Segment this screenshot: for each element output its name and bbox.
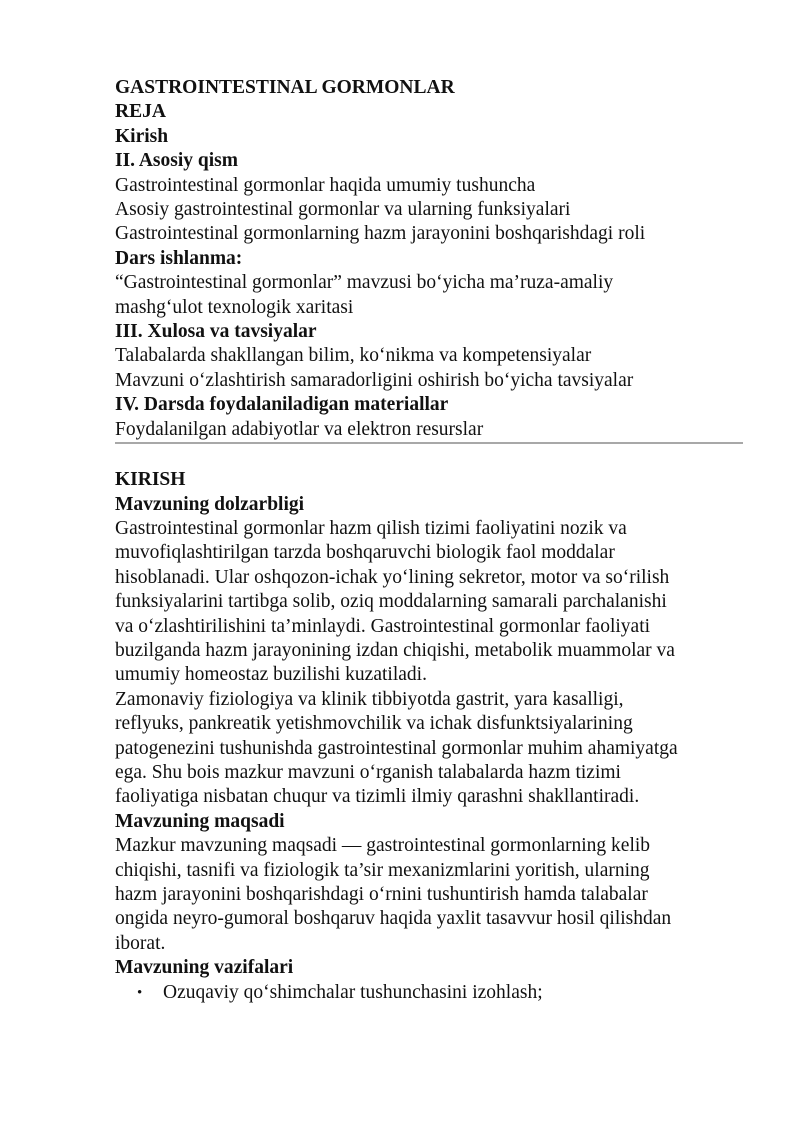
paragraph-line: patogenezini tushunishda gastrointestinal gormonlar muhim ahamiyatga	[115, 737, 678, 759]
relevance-paragraph-1	[115, 517, 743, 688]
plan-lesson-design-text: mashg‘ulot texnologik xaritasi	[115, 296, 354, 318]
goal-title: Mavzuning maqsadi	[115, 810, 285, 832]
plan-heading: REJA	[115, 101, 166, 123]
paragraph-line: Zamonaviy fiziologiya va klinik tibbiyotda gastrit, yara kasalligi,	[115, 688, 624, 710]
paragraph-line: iborat.	[115, 932, 166, 954]
paragraph-line: va o‘zlashtirilishini ta’minlaydi. Gastrointestinal gormonlar faoliyati	[115, 615, 651, 637]
list-item-text: Ozuqaviy qo‘shimchalar tushunchasini izohlash;	[163, 981, 543, 1003]
tasks-list	[115, 981, 743, 1005]
paragraph-line: hazm jarayonini boshqarishdagi o‘rnini tushuntirish hamda talabalar	[115, 884, 648, 905]
paragraph-line: funksiyalarini tartibga solib, oziq moddalarning samarali parchalanishi	[115, 591, 667, 613]
plan-item-introduction: Kirish	[115, 125, 169, 147]
plan-section-conclusion-title: III. Xulosa va tavsiyalar	[115, 321, 317, 343]
bullet-icon: •	[137, 984, 143, 1001]
plan-lesson-design-text: “Gastrointestinal gormonlar” mavzusi bo‘yicha ma’ruza-amaliy	[115, 272, 614, 294]
goal-paragraph	[115, 834, 743, 956]
paragraph-line: hisoblanadi. Ular oshqozon-ichak yo‘lining sekretor, motor va so‘rilish	[115, 566, 670, 588]
plan-section-main-item: Gastrointestinal gormonlar haqida umumiy tushuncha	[115, 174, 536, 196]
document-page	[115, 76, 743, 1005]
plan-lesson-design-title: Dars ishlanma:	[115, 247, 243, 269]
paragraph-line: muvofiqlashtirilgan tarzda boshqaruvchi biologik faol moddalar	[115, 542, 615, 564]
tasks-title: Mavzuning vazifalari	[115, 957, 294, 979]
plan-section-main-item: Gastrointestinal gormonlarning hazm jarayonini boshqarishdagi roli	[115, 223, 646, 245]
paragraph-line: Gastrointestinal gormonlar hazm qilish tizimi faoliyatini nozik va	[115, 517, 627, 539]
document-title: GASTROINTESTINAL GORMONLAR	[115, 77, 455, 98]
paragraph-line: umumiy homeostaz buzilishi kuzatiladi.	[115, 664, 427, 686]
list-item	[115, 981, 743, 1005]
plan-section-materials-item: Foydalanilgan adabiyotlar va elektron resurslar	[115, 418, 484, 440]
paragraph-line: Mazkur mavzuning maqsadi — gastrointestinal gormonlarning kelib	[115, 835, 651, 857]
paragraph-line: chiqishi, tasnifi va fiziologik ta’sir mexanizmlarini yoritish, ularning	[115, 859, 650, 881]
paragraph-line: ongida neyro-gumoral boshqaruv haqida yaxlit tasavvur hosil qilishdan	[115, 908, 672, 930]
plan-section-materials-title: IV. Darsda foydalaniladigan materiallar	[115, 394, 449, 416]
plan-section-conclusion-item: Mavzuni o‘zlashtirish samaradorligini oshirish bo‘yicha tavsiyalar	[115, 369, 634, 391]
paragraph-line: buzilganda hazm jarayonining izdan chiqishi, metabolik muammolar va	[115, 639, 675, 661]
paragraph-line: faoliyatiga nisbatan chuqur va tizimli ilmiy qarashni shakllantiradi.	[115, 786, 640, 808]
paragraph-line: ega. Shu bois mazkur mavzuni o‘rganish talabalarda hazm tizimi	[115, 761, 621, 783]
plan-section-main-item: Asosiy gastrointestinal gormonlar va ularning funksiyalari	[115, 199, 571, 221]
section-spacer	[115, 444, 743, 468]
plan-section-main-title: II. Asosiy qism	[115, 150, 238, 172]
relevance-title: Mavzuning dolzarbligi	[115, 493, 305, 515]
plan-section-conclusion-item: Talabalarda shakllangan bilim, ko‘nikma va kompetensiyalar	[115, 345, 592, 367]
relevance-paragraph-2	[115, 688, 743, 810]
paragraph-line: reflyuks, pankreatik yetishmovchilik va ichak disfunktsiyalarining	[115, 713, 633, 735]
intro-heading: KIRISH	[115, 469, 186, 491]
